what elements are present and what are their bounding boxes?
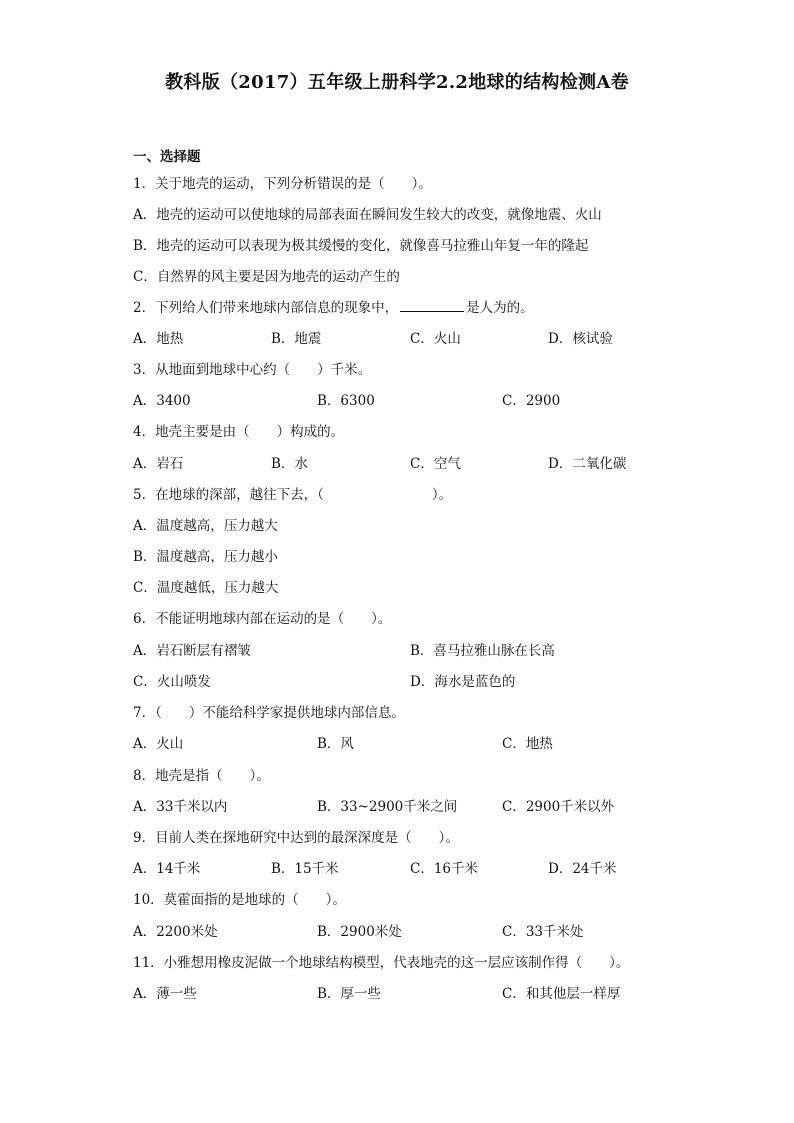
question-2-option-a: A．地热 [133,331,184,347]
question-6-option-d: D．海水是蓝色的 [410,674,516,690]
question-5-option-b: B．温度越高，压力越小 [133,549,278,565]
question-9-option-b: B．15千米 [271,861,339,877]
question-11-option-a: A．薄一些 [133,986,197,1002]
question-4-option-d: D．二氧化碳 [548,456,627,472]
question-1-option-a: A．地壳的运动可以使地球的局部表面在瞬间发生较大的改变，就像地震、火山 [133,207,602,223]
question-10-option-c: C．33千米处 [502,924,584,940]
question-11-stem: 11．小雅想用橡皮泥做一个地球结构模型，代表地壳的这一层应该制作得（ ）。 [133,955,630,971]
question-1-option-c: C．自然界的风主要是因为地壳的运动产生的 [133,269,400,285]
question-3-stem: 3．从地面到地球中心约（ ）千米。 [133,362,372,378]
question-7-option-a: A．火山 [133,736,184,752]
question-11-option-c: C．和其他层一样厚 [502,986,621,1002]
question-9-option-a: A．14千米 [133,861,201,877]
question-10-stem: 10．莫霍面指的是地球的（ ）。 [133,892,346,908]
question-6-stem: 6．不能证明地球内部在运动的是（ ）。 [133,611,392,627]
question-4-stem: 4．地壳主要是由（ ）构成的。 [133,424,345,440]
question-7-option-c: C．地热 [502,736,553,752]
question-5-option-a: A．温度越高，压力越大 [133,518,278,534]
question-9-stem: 9．目前人类在探地研究中达到的最深深度是（ ）。 [133,830,459,846]
question-2-stem-start: 2．下列给人们带来地球内部信息的现象中， [133,300,399,316]
question-6-option-b: B．喜马拉雅山脉在长高 [410,643,555,659]
question-9-option-d: D．24千米 [548,861,617,877]
question-4-option-a: A．岩石 [133,456,184,472]
question-7-option-b: B．风 [317,736,354,752]
question-8-stem: 8．地壳是指（ ）。 [133,768,270,784]
question-10-option-a: A．2200米处 [133,924,218,940]
question-3-option-c: C．2900 [502,393,561,409]
question-2-stem-end: 是人为的。 [466,300,534,316]
question-11-option-b: B．厚一些 [317,986,381,1002]
question-1-stem: 1．关于地壳的运动，下列分析错误的是（ ）。 [133,176,432,192]
section-heading: 一、选择题 [133,149,201,165]
answer-blank [400,297,464,312]
question-6-option-a: A．岩石断层有褶皱 [133,643,251,659]
question-2-stem [133,296,534,316]
question-10-option-b: B．2900米处 [317,924,402,940]
question-8-option-c: C．2900千米以外 [502,799,615,815]
question-6-option-c: C．火山喷发 [133,674,211,690]
question-8-option-b: B．33~2900千米之间 [317,799,458,815]
question-9-option-c: C．16千米 [410,861,479,877]
question-4-option-b: B．水 [271,456,308,472]
question-2-option-b: B．地震 [271,331,322,347]
question-7-stem: 7．（ ）不能给科学家提供地球内部信息。 [133,705,405,721]
question-3-option-a: A．3400 [133,393,191,409]
question-5-stem: 5．在地球的深部，越往下去，（ ）。 [133,487,453,503]
question-1-option-b: B．地壳的运动可以表现为极其缓慢的变化，就像喜马拉雅山年复一年的隆起 [133,238,589,254]
question-2-option-d: D．核试验 [548,331,613,347]
question-2-option-c: C．火山 [410,331,461,347]
question-4-option-c: C．空气 [410,456,461,472]
page-title: 教科版（2017）五年级上册科学2.2地球的结构检测A卷 [165,72,629,93]
question-3-option-b: B．6300 [317,393,375,409]
question-8-option-a: A．33千米以内 [133,799,228,815]
question-5-option-c: C．温度越低，压力越大 [133,580,279,596]
